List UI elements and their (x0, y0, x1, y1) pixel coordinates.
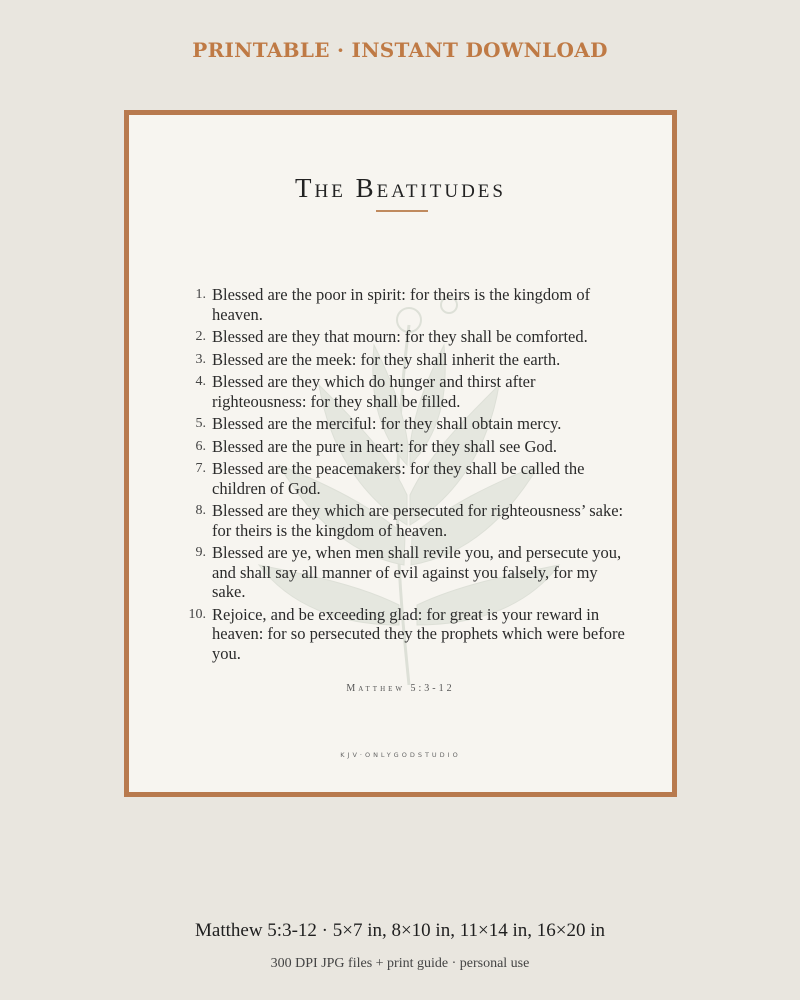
studio-credit: KJV·ONLYGODSTUDIO (340, 751, 461, 759)
verse-number: 8. (195, 503, 206, 518)
list-item (179, 501, 629, 540)
verse-number: 3. (195, 351, 206, 367)
verse-text: Blessed are the peacemakers: for they shall be called the children of God. (212, 459, 585, 498)
verse-number: 2. (195, 329, 206, 344)
page-title: The Beatitudes (295, 173, 506, 203)
verse-number: 10. (188, 606, 206, 622)
list-item (179, 605, 629, 664)
verse-number: 4. (195, 374, 206, 389)
list-item (179, 437, 629, 457)
size-options: Matthew 5:3-12 · 5×7 in, 8×10 in, 11×14 in, 16×20 in (195, 920, 605, 941)
verse-text: Blessed are the poor in spirit: for theirs is the kingdom of heaven. (212, 285, 591, 324)
verse-text: Blessed are ye, when men shall revile you, and persecute you, and shall say all manner of evil against you falsely, for my sake. (212, 543, 622, 601)
verse-number: 5. (195, 416, 206, 431)
list-item (179, 543, 629, 602)
print-preview (124, 110, 677, 797)
file-details: 300 DPI JPG files + print guide · personal use (270, 956, 530, 971)
verse-text: Blessed are the pure in heart: for they shall see God. (212, 436, 558, 456)
list-item (179, 285, 629, 324)
verse-number: 1. (195, 287, 206, 302)
verse-number: 9. (195, 545, 206, 560)
list-item (179, 459, 629, 498)
verse-number: 7. (195, 461, 206, 476)
verse-list (179, 285, 629, 666)
banner-heading: PRINTABLE · INSTANT DOWNLOAD (192, 38, 608, 62)
scripture-reference: Matthew 5:3-12 (346, 683, 455, 694)
list-item (179, 372, 629, 411)
verse-text: Blessed are the merciful: for they shall obtain mercy. (212, 414, 562, 433)
verse-text: Blessed are the meek: for they shall inherit the earth. (212, 349, 561, 369)
list-item (179, 327, 629, 347)
verse-text: Blessed are they that mourn: for they shall be comforted. (212, 327, 588, 346)
verse-text: Blessed are they which do hunger and thirst after righteousness: for they shall be filled. (212, 372, 536, 411)
list-item (179, 414, 629, 434)
verse-number: 6. (195, 438, 206, 454)
verse-text: Blessed are they which are persecuted for righteousness’ sake: for theirs is the kingdom of heaven. (212, 501, 624, 540)
list-item (179, 350, 629, 370)
verse-text: Rejoice, and be exceeding glad: for great is your reward in heaven: for so persecuted they the prophets which were before you. (212, 604, 625, 663)
title-divider (376, 210, 428, 212)
